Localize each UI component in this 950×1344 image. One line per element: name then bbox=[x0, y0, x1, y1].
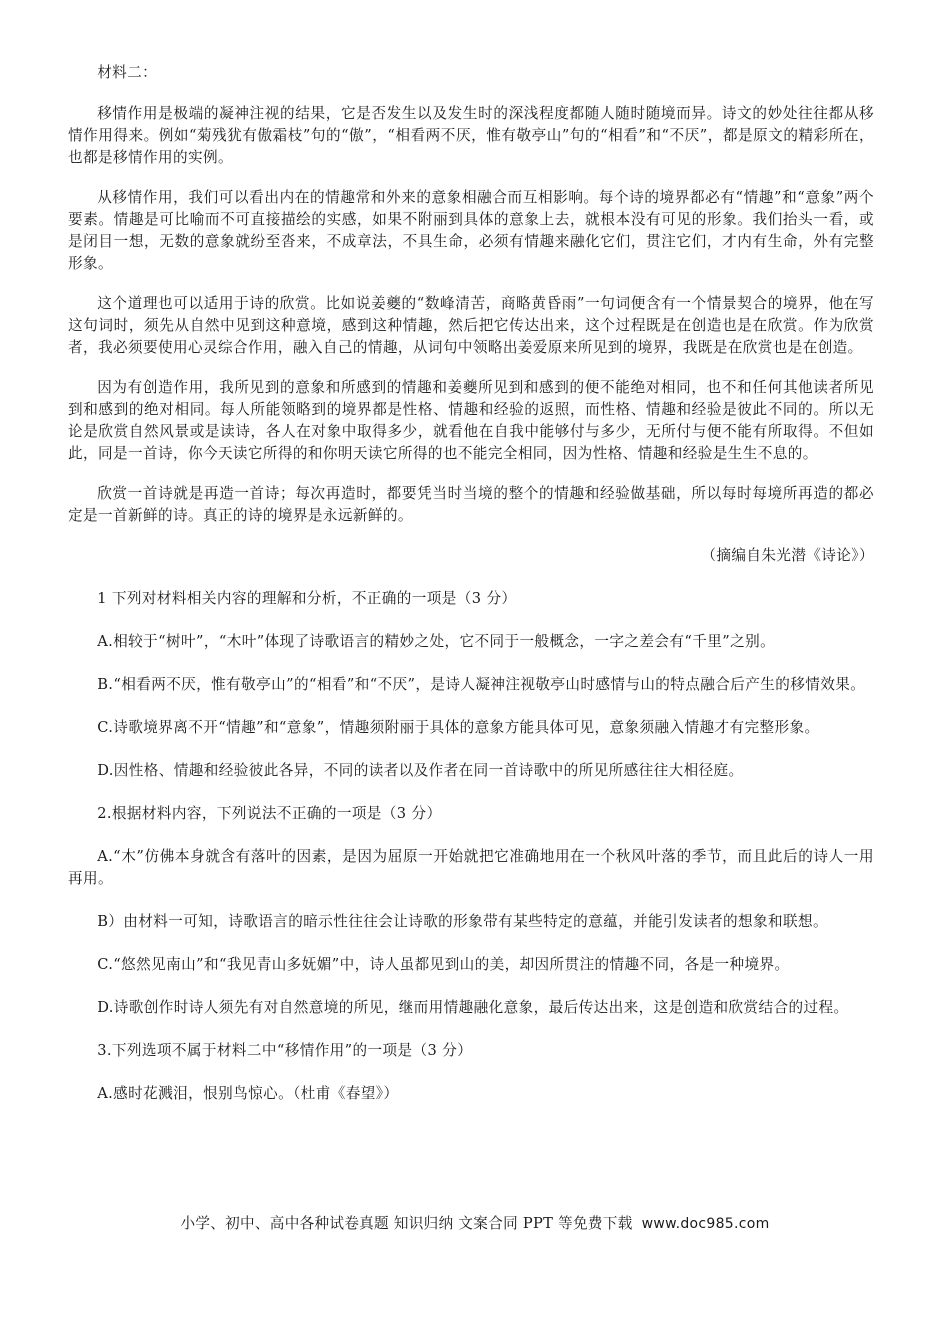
paragraph-2: 从移情作用，我们可以看出内在的情趣常和外来的意象相融合而互相影响。每个诗的境界都必有“情趣”和“意象”两个要素。情趣是可比喻而不可直接描绘的实感，如果不附丽到具体的意象上去，就根本没有可见的形象。我们抬头一看，或是闭目一想，无数的意象就纷至沓来，不成章法，不具生命，必须有情趣来融化它们，贯注它们，才内有生命，外有完整形象。 bbox=[68, 189, 874, 272]
paragraph-4: 因为有创造作用，我所见到的意象和所感到的情趣和姜夔所见到和感到的便不能绝对相同，也不和任何其他读者所见到和感到的绝对相同。每人所能领略到的境界都是性格、情趣和经验的返照，而性格、情趣和经验是彼此不同的。所以无论是欣赏自然风景或是读诗，各人在对象中取得多少，就看他在自我中能够付与多少，无所付与便不能有所取得。不但如此，同是一首诗，你今天读它所得的和你明天读它所得的也不能完全相同，因为性格、情趣和经验是生生不息的。 bbox=[68, 379, 874, 462]
paragraph-5: 欣赏一首诗就是再造一首诗；每次再造时，都要凭当时当境的整个的情趣和经验做基础，所以每时每境所再造的都必定是一首新鲜的诗。真正的诗的境界是永远新鲜的。 bbox=[68, 485, 874, 524]
question-3-option-a: A.感时花溅泪，恨别鸟惊心。（杜甫《春望》） bbox=[97, 1085, 399, 1102]
footer-text: 小学、初中、高中各种试卷真题 知识归纳 文案合同 PPT 等免费下载 bbox=[180, 1215, 633, 1232]
document-page bbox=[68, 62, 874, 1105]
question-3-stem: 3.下列选项不属于材料二中“移情作用”的一项是（3 分） bbox=[97, 1042, 473, 1059]
page-footer bbox=[0, 1212, 950, 1233]
question-1-option-d: D.因性格、情趣和经验彼此各异，不同的读者以及作者在同一首诗歌中的所见所感往往大相径庭。 bbox=[97, 762, 744, 779]
source-note: （摘编自朱光潜《诗论》） bbox=[701, 547, 874, 564]
question-1-option-c: C.诗歌境界离不开“情趣”和“意象”，情趣须附丽于具体的意象方能具体可见，意象须融入情趣才有完整形象。 bbox=[97, 719, 820, 736]
material-heading: 材料二： bbox=[97, 64, 158, 81]
paragraph-3: 这个道理也可以适用于诗的欣赏。比如说姜夔的“数峰清苦，商略黄昏雨”一句词便含有一个情景契合的境界，他在写这句词时，须先从自然中见到这种意境，感到这种情趣，然后把它传达出来，这个过程既是在创造也是在欣赏。作为欣赏者，我必须要使用心灵综合作用，融入自己的情趣，从词句中领略出姜爱原来所见到的境界，我既是在欣赏也是在创造。 bbox=[68, 295, 874, 356]
question-2-option-c: C.“悠然见南山”和“我见青山多妩媚”中，诗人虽都见到山的美，却因所贯注的情趣不同，各是一种境界。 bbox=[97, 956, 790, 973]
question-1-option-a: A.相较于“树叶”，“木叶”体现了诗歌语言的精妙之处，它不同于一般概念，一字之差会有“千里”之别。 bbox=[97, 633, 776, 650]
question-2-option-d: D.诗歌创作时诗人须先有对自然意境的所见，继而用情趣融化意象，最后传达出来，这是创造和欣赏结合的过程。 bbox=[97, 999, 849, 1016]
question-1-option-b: B.“相看两不厌，惟有敬亭山”的“相看”和“不厌”，是诗人凝神注视敬亭山时感情与山的特点融合后产生的移情效果。 bbox=[97, 676, 866, 693]
paragraph-1: 移情作用是极端的凝神注视的结果，它是否发生以及发生时的深浅程度都随人随时随境而异。诗文的妙处往往都从移情作用得来。例如“菊残犹有傲霜枝”句的“傲”，“相看两不厌，惟有敬亭山”句的“相看”和“不厌”，都是原文的精彩所在，也都是移情作用的实例。 bbox=[68, 105, 874, 166]
question-2-option-a: A.“木”仿佛本身就含有落叶的因素，是因为屈原一开始就把它准确地用在一个秋风叶落的季节，而且此后的诗人一用再用。 bbox=[68, 848, 874, 887]
footer-link[interactable]: www.doc985.com bbox=[641, 1216, 770, 1232]
question-1-stem: 1 下列对材料相关内容的理解和分析，不正确的一项是（3 分） bbox=[97, 590, 517, 607]
question-2-stem: 2.根据材料内容，下列说法不正确的一项是（3 分） bbox=[97, 805, 442, 822]
question-2-option-b: B）由材料一可知，诗歌语言的暗示性往往会让诗歌的形象带有某些特定的意蕴，并能引发读者的想象和联想。 bbox=[97, 913, 829, 930]
